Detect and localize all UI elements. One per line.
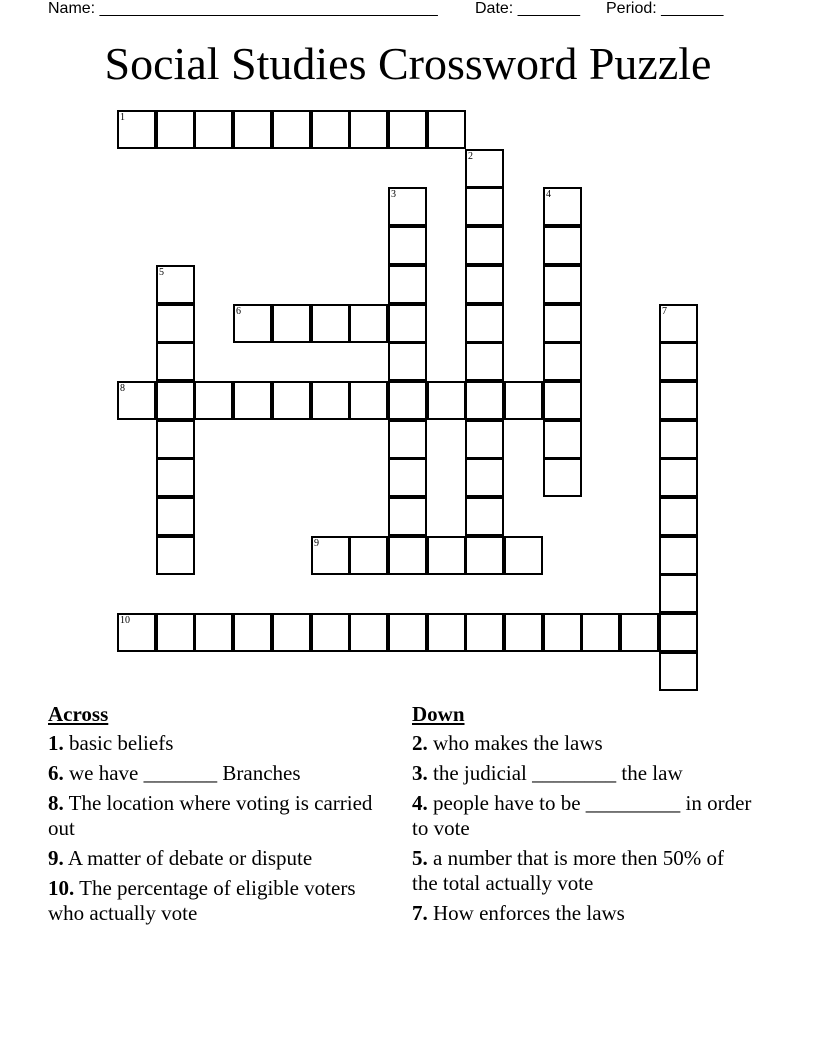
clue-number: 8. [48,791,64,815]
clue-across-1 [48,731,388,756]
across-heading: Across [48,702,109,726]
crossword-cell[interactable] [543,187,582,226]
clue-down-4 [412,791,752,841]
crossword-cell[interactable] [156,265,195,304]
clue-number: 10. [48,876,75,900]
clue-number: 2. [412,731,428,755]
crossword-cell[interactable] [388,613,427,652]
crossword-cell[interactable] [465,304,504,343]
across-clues [48,702,388,931]
clue-number-label: 8 [120,383,125,394]
clue-text: people have to be _________ in order to vote [412,791,752,840]
clue-number-label: 7 [662,306,667,317]
crossword-cell[interactable] [233,381,272,420]
name-field[interactable]: Name: ______________________________________ [48,0,438,17]
clue-number-label: 10 [120,615,130,626]
clue-down-5 [412,846,752,896]
clue-down-7 [412,901,752,926]
clue-number: 7. [412,901,428,925]
crossword-cell[interactable] [311,613,350,652]
crossword-cell[interactable] [349,536,388,575]
crossword-cell[interactable] [311,304,350,343]
crossword-cell[interactable] [427,536,466,575]
crossword-cell[interactable] [659,420,698,459]
crossword-cell[interactable] [465,187,504,226]
crossword-cell[interactable] [272,613,311,652]
crossword-cell[interactable] [156,613,195,652]
clue-number: 9. [48,846,64,870]
clue-text: How enforces the laws [433,901,625,925]
crossword-cell[interactable] [388,304,427,343]
clue-down-3 [412,761,752,786]
crossword-cell[interactable] [504,536,543,575]
clue-number-label: 5 [159,267,164,278]
clue-text: a number that is more then 50% of the total actually vote [412,846,725,895]
crossword-cell[interactable] [311,110,350,149]
crossword-cell[interactable] [427,613,466,652]
crossword-cell[interactable] [659,381,698,420]
clue-text: who makes the laws [433,731,603,755]
clue-number: 6. [48,761,64,785]
crossword-cell[interactable] [349,110,388,149]
crossword-cell[interactable] [349,304,388,343]
crossword-cell[interactable] [504,613,543,652]
crossword-cell[interactable] [156,304,195,343]
crossword-cell[interactable] [543,420,582,459]
crossword-cell[interactable] [465,536,504,575]
crossword-cell[interactable] [543,458,582,497]
clue-text: the judicial ________ the law [433,761,683,785]
period-field[interactable]: Period: _______ [606,0,724,17]
crossword-cell[interactable] [117,381,156,420]
crossword-cell[interactable] [465,226,504,265]
clue-across-10 [48,876,388,926]
crossword-cell[interactable] [388,342,427,381]
crossword-cell[interactable] [659,497,698,536]
crossword-cell[interactable] [659,304,698,343]
crossword-cell[interactable] [465,149,504,188]
clue-text: A matter of debate or dispute [67,846,313,870]
crossword-cell[interactable] [543,265,582,304]
clue-number-label: 6 [236,306,241,317]
crossword-cell[interactable] [311,381,350,420]
clue-number: 4. [412,791,428,815]
clue-text: we have _______ Branches [69,761,301,785]
crossword-cell[interactable] [272,304,311,343]
crossword-cell[interactable] [659,458,698,497]
clue-number-label: 9 [314,538,319,549]
crossword-cell[interactable] [117,613,156,652]
crossword-cell[interactable] [156,458,195,497]
crossword-cell[interactable] [388,226,427,265]
crossword-cell[interactable] [427,381,466,420]
crossword-cell[interactable] [543,381,582,420]
clue-text: basic beliefs [69,731,174,755]
crossword-cell[interactable] [427,110,466,149]
crossword-cell[interactable] [388,265,427,304]
clue-number-label: 3 [391,189,396,200]
crossword-cell[interactable] [388,497,427,536]
crossword-cell[interactable] [465,613,504,652]
crossword-cell[interactable] [194,613,233,652]
crossword-cell[interactable] [233,613,272,652]
crossword-cell[interactable] [659,342,698,381]
crossword-cell[interactable] [272,110,311,149]
crossword-cell[interactable] [156,497,195,536]
crossword-cell[interactable] [388,110,427,149]
clue-across-6 [48,761,388,786]
clue-number-label: 4 [546,189,551,200]
crossword-cell[interactable] [543,226,582,265]
crossword-cell[interactable] [543,304,582,343]
crossword-cell[interactable] [156,536,195,575]
page-title: Social Studies Crossword Puzzle [104,38,712,89]
crossword-cell[interactable] [349,613,388,652]
crossword-cell[interactable] [272,381,311,420]
crossword-cell[interactable] [233,110,272,149]
crossword-cell[interactable] [543,613,582,652]
clue-down-2 [412,731,752,756]
clue-number: 5. [412,846,428,870]
crossword-cell[interactable] [311,536,350,575]
clue-across-8 [48,791,388,841]
down-clues [412,702,752,931]
crossword-cell[interactable] [659,574,698,613]
crossword-cell[interactable] [581,613,620,652]
crossword-cell[interactable] [156,342,195,381]
date-field[interactable]: Date: _______ [475,0,580,17]
crossword-cell[interactable] [465,458,504,497]
crossword-cell[interactable] [388,381,427,420]
crossword-cell[interactable] [659,536,698,575]
crossword-cell[interactable] [156,420,195,459]
crossword-cell[interactable] [465,497,504,536]
clue-text: The percentage of eligible voters who actually vote [48,876,356,925]
clue-text: The location where voting is carried out [48,791,373,840]
crossword-cell[interactable] [156,110,195,149]
crossword-cell[interactable] [194,381,233,420]
clue-number: 1. [48,731,64,755]
crossword-cell[interactable] [543,342,582,381]
clue-across-9 [48,846,388,871]
clue-number: 3. [412,761,428,785]
clue-number-label: 1 [120,112,125,123]
crossword-cell[interactable] [388,536,427,575]
crossword-cell[interactable] [659,613,698,652]
crossword-cell[interactable] [117,110,156,149]
crossword-cell[interactable] [465,381,504,420]
crossword-cell[interactable] [620,613,659,652]
crossword-cell[interactable] [465,342,504,381]
crossword-cell[interactable] [504,381,543,420]
crossword-cell[interactable] [388,458,427,497]
crossword-cell[interactable] [388,420,427,459]
crossword-cell[interactable] [233,304,272,343]
crossword-cell[interactable] [659,652,698,691]
down-heading: Down [412,702,465,726]
crossword-cell[interactable] [465,265,504,304]
clue-number-label: 2 [468,151,473,162]
crossword-cell[interactable] [349,381,388,420]
crossword-cell[interactable] [388,187,427,226]
crossword-cell[interactable] [465,420,504,459]
crossword-cell[interactable] [156,381,195,420]
crossword-cell[interactable] [194,110,233,149]
